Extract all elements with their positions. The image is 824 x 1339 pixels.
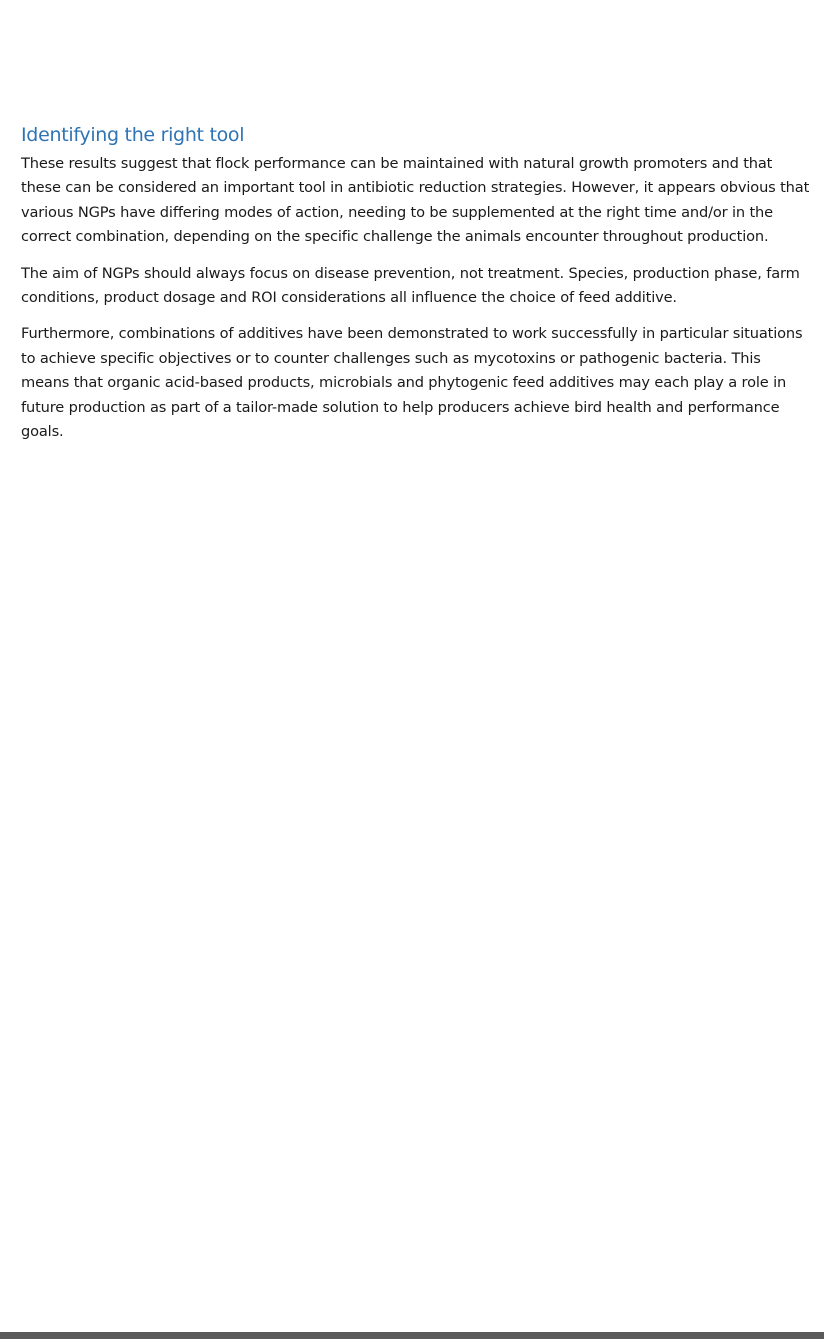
- document-content: [21, 122, 813, 456]
- paragraph-3: Furthermore, combinations of additives have been demonstrated to work successfully in particular situations to achieve specific objectives or to counter challenges such as mycotoxins or pathogenic bacteria. This means that organic acid-based products, microbials and phytogenic feed additives may each play a role in future production as part of a tailor-made solution to help producers achieve bird health and performance goals.: [21, 325, 803, 441]
- paragraph-2: The aim of NGPs should always focus on disease prevention, not treatment. Species, production phase, farm conditions, product dosage and ROI considerations all influence the choice of feed additive.: [21, 264, 800, 307]
- paragraph-1: These results suggest that flock performance can be maintained with natural growth promoters and that these can be considered an important tool in antibiotic reduction strategies. However, it appears obvious that various NGPs have differing modes of action, needing to be supplemented at the right time and/or in the correct combination, depending on the specific challenge the animals encounter throughout production.: [21, 155, 810, 246]
- bottom-scroll-bar[interactable]: [0, 1332, 824, 1339]
- section-heading: Identifying the right tool: [21, 124, 245, 146]
